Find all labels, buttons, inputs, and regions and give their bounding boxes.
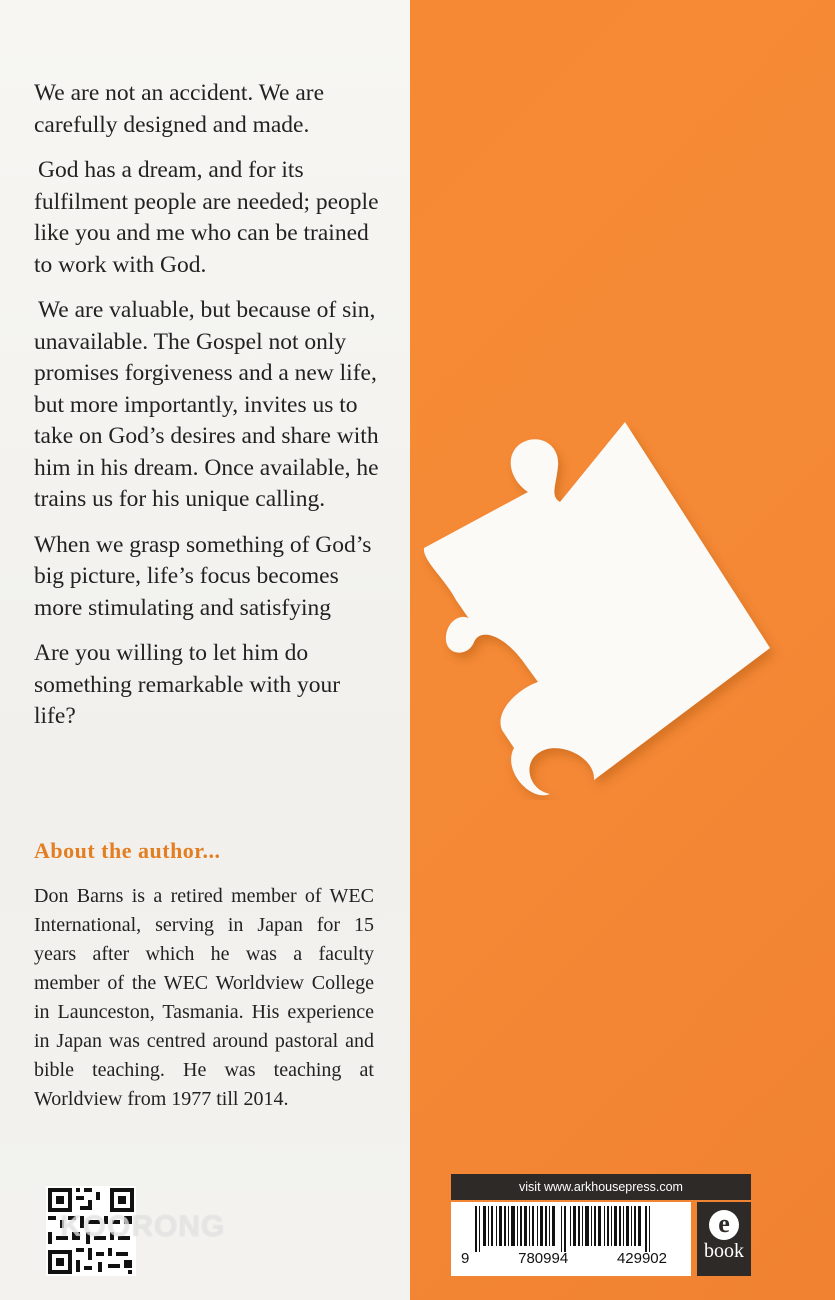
publisher-website-bar: visit www.arkhousepress.com <box>451 1174 751 1200</box>
back-cover-text-panel <box>0 0 410 1300</box>
blurb-paragraph-5: Are you willing to let him do something remarkable with your life? <box>34 640 341 729</box>
blurb-paragraph-2: God has a dream, and for its fulfilment people are needed; people like you and me who can be trained to work with God. <box>34 157 379 278</box>
blurb-paragraph-1: We are not an accident. We are carefully designed and made. <box>34 80 325 138</box>
isbn-group-1: 780994 <box>518 1250 569 1267</box>
ebook-e-icon: e <box>709 1210 739 1240</box>
ebook-label: book <box>704 1240 744 1262</box>
isbn-group-2: 429902 <box>616 1250 667 1267</box>
isbn-number <box>451 1250 691 1267</box>
blurb-paragraph-3: We are valuable, but because of sin, unavailable. The Gospel not only promises forgiveness and a new life, but more importantly, invites us to take on God’s desires and share with him in his dream. Once available, he trains us for his unique calling. <box>34 297 379 512</box>
about-author-heading: About the author... <box>34 838 221 863</box>
isbn-lead-digit: 9 <box>461 1250 470 1267</box>
watermark: KOORONG <box>60 1210 226 1243</box>
blurb <box>34 78 384 747</box>
puzzle-piece-icon <box>410 410 790 800</box>
barcode-icon <box>451 1202 691 1252</box>
blurb-paragraph-4: When we grasp something of God’s big picture, life’s focus becomes more stimulating and satisfying <box>34 531 372 621</box>
ebook-badge <box>697 1202 751 1276</box>
author-bio: Don Barns is a retired member of WEC International, serving in Japan for 15 years after which he was a faculty member of the WEC Worldview College in Launceston, Tasmania. His experience in Japan was centred around pastoral and bible teaching. He was teaching at Worldview from 1977 till 2014. <box>34 885 374 1110</box>
